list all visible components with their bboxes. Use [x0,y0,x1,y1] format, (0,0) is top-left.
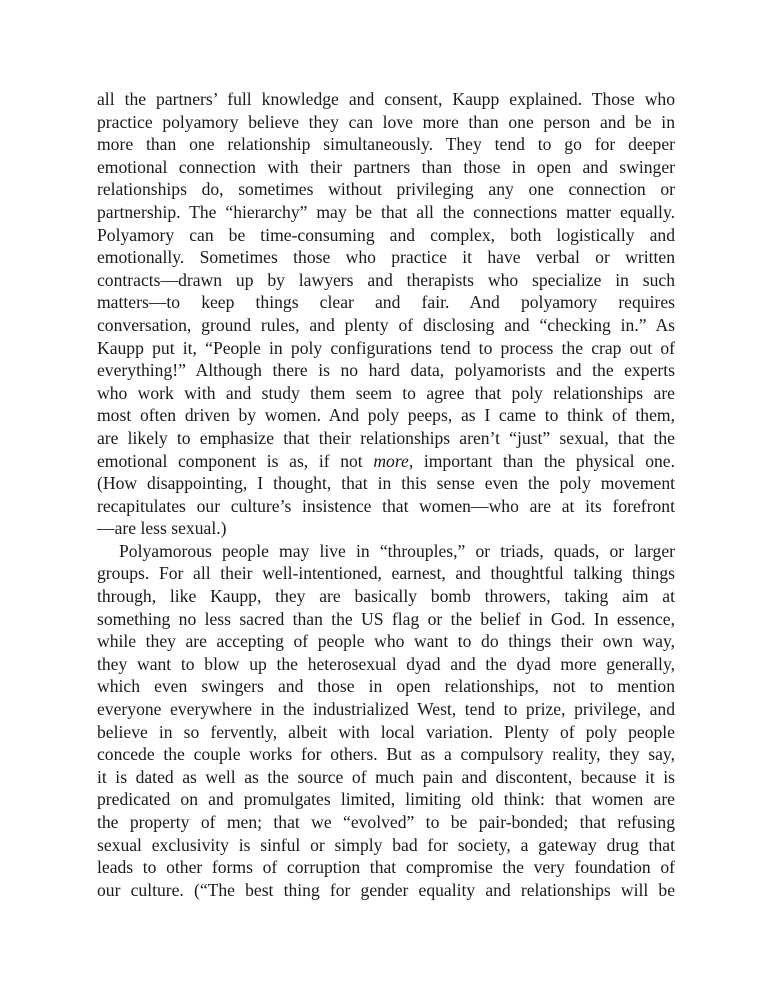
text-line: the property of men; that we “evolved” to be pair-bonded; that refusing [97,812,675,832]
text-line: everything!” Although there is no hard data, polyamorists and the experts [97,360,675,381]
text-line: sexual exclusivity is sinful or simply bad for society, a gateway drug that [97,834,675,855]
text-line: —are less sexual.) [97,518,227,539]
text-line: they want to blow up the heterosexual dyad and the dyad more generally, [97,653,675,674]
text-line: leads to other forms of corruption that compromise the very foundation of [97,857,675,878]
text-line: conversation, ground rules, and plenty of disclosing and “checking in.” As [97,314,675,335]
text-line: (How disappointing, I thought, that in this sense even the poly movement [97,473,675,494]
text-line: believe in so fervently, albeit with local variation. Plenty of poly people [97,721,675,742]
text-run: emotional component is as, if not [97,450,374,471]
text-line: through, like Kaupp, they are basically bomb throwers, taking aim at [97,586,675,607]
text-line: contracts—drawn up by lawyers and therapists who specialize in such [97,269,675,290]
text-line: groups. For all their well-intentioned, earnest, and thoughtful talking things [97,563,675,584]
text-line: it is dated as well as the source of much pain and discontent, because it is [97,766,675,787]
text-line: emotionally. Sometimes those who practice it have verbal or written [97,247,675,268]
paragraph-1 [97,88,675,540]
text-line: who work with and study them seem to agree that poly relationships are [97,382,675,403]
text-line-with-italic [97,450,675,473]
text-run: important than the physical one. [413,450,675,471]
text-line: predicated on and promulgates limited, limiting old think: that women are [97,789,675,810]
text-line: are likely to emphasize that their relationships aren’t “just” sexual, that the [97,427,675,448]
text-line: Polyamorous people may live in “throuples,” or triads, quads, or larger [119,540,675,561]
text-line: more than one relationship simultaneously. They tend to go for deeper [97,134,675,155]
text-line: relationships do, sometimes without privileging any one connection or [97,179,675,200]
text-line: everyone everywhere in the industrialized West, tend to prize, privilege, and [97,699,675,720]
italic-emphasis: more, [373,450,414,471]
paragraph-2 [97,540,675,902]
text-line: partnership. The “hierarchy” may be that all the connections matter equally. [97,201,675,222]
text-line: Kaupp put it, “People in poly configurations tend to process the crap out of [97,337,675,358]
text-line: something no less sacred than the US flag or the belief in God. In essence, [97,608,675,629]
text-line: most often driven by women. And poly peeps, as I came to think of them, [97,405,675,426]
text-line: practice polyamory believe they can love more than one person and be in [97,111,675,132]
text-line: Polyamory can be time-consuming and complex, both logistically and [97,224,675,245]
text-line: all the partners’ full knowledge and consent, Kaupp explained. Those who [97,89,675,109]
text-line: concede the couple works for others. But as a compulsory reality, they say, [97,744,675,765]
text-line: recapitulates our culture’s insistence that women—who are at its forefront [97,495,675,516]
text-line: our culture. (“The best thing for gender equality and relationships will be [97,879,675,900]
text-line: which even swingers and those in open relationships, not to mention [97,676,675,697]
text-line: emotional connection with their partners than those in open and swinger [97,156,675,177]
text-line: matters—to keep things clear and fair. And polyamory requires [97,292,675,313]
body-text [97,88,675,901]
text-line: while they are accepting of people who want to do things their own way, [97,631,675,652]
